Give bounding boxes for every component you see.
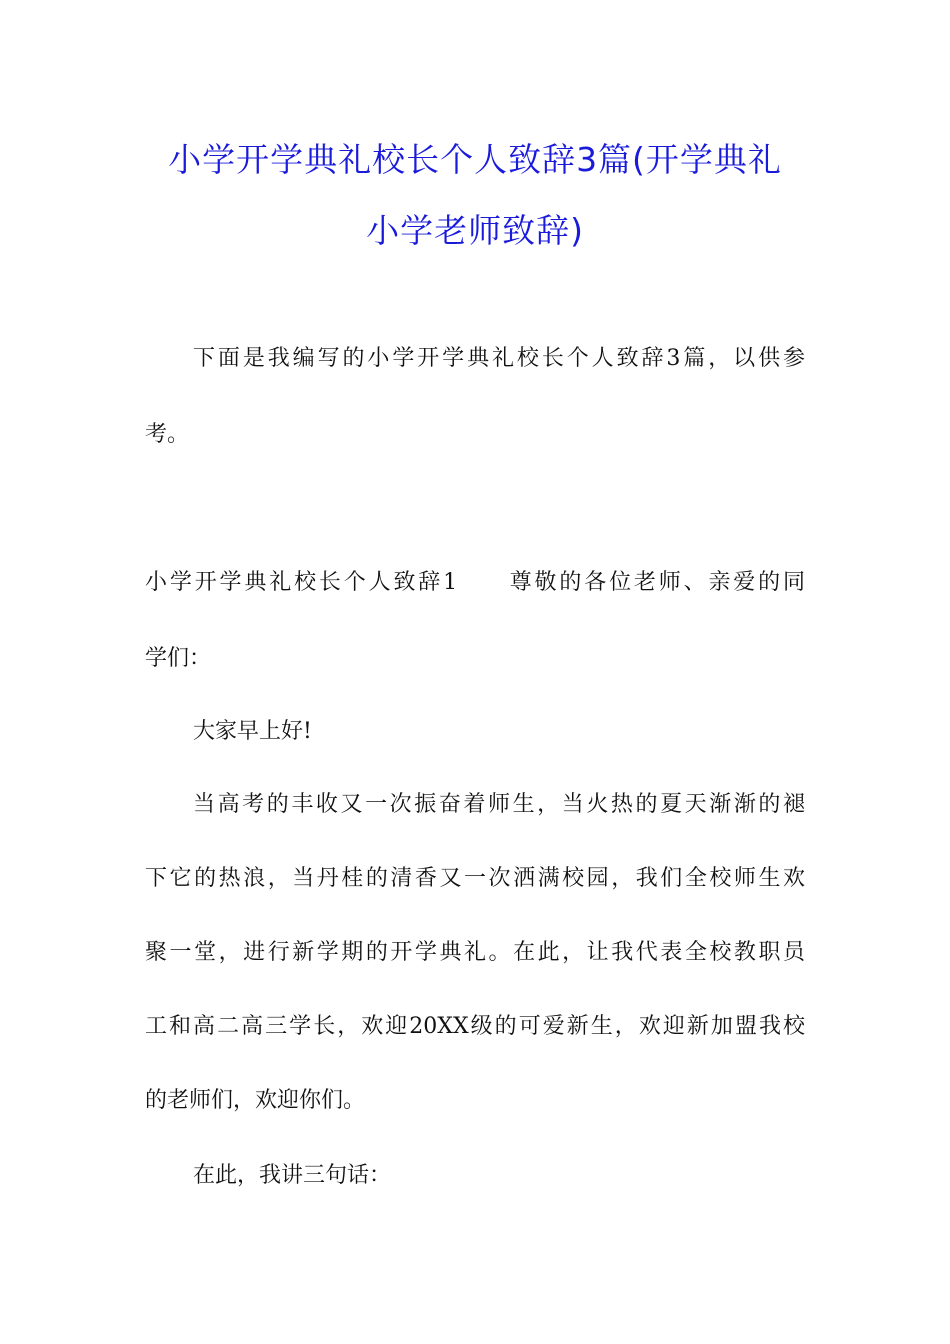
speech1-heading-line-2: 学们：: [145, 646, 212, 671]
speech1-para1-line-2: 下它的热浪，当丹桂的清香又一次洒满校园，我们全校师生欢: [145, 866, 805, 891]
speech1-greeting: 大家早上好!: [193, 719, 312, 744]
speech1-para1-line-1: 当高考的丰收又一次振奋着师生，当火热的夏天渐渐的褪: [193, 792, 805, 817]
speech1-para2: 在此，我讲三句话：: [193, 1163, 392, 1188]
speech1-para1-line-3: 聚一堂，进行新学期的开学典礼。在此，让我代表全校教职员: [145, 940, 805, 965]
speech1-heading-line-1: 小学开学典礼校长个人致辞1 尊敬的各位老师、亲爱的同: [145, 570, 805, 595]
intro-line-2: 考。: [145, 422, 190, 447]
intro-line-1: 下面是我编写的小学开学典礼校长个人致辞3篇，以供参: [193, 346, 805, 371]
document-title-line-1: 小学开学典礼校长个人致辞3篇(开学典礼: [168, 140, 782, 179]
speech1-para1-line-4: 工和高二高三学长，欢迎20XX级的可爱新生，欢迎新加盟我校: [145, 1014, 805, 1039]
speech1-para1-line-5: 的老师们，欢迎你们。: [145, 1088, 366, 1113]
document-title-line-2: 小学老师致辞): [366, 211, 584, 250]
